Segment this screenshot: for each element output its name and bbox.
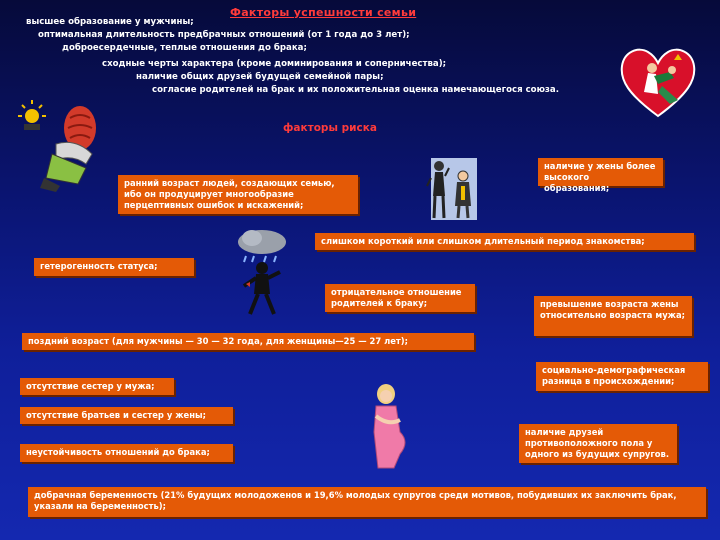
success-factor-3: доброесердечные, теплые отношения до брака; (62, 43, 307, 53)
risk-status: гетерогенность статуса; (34, 258, 194, 276)
risk-wife-education: наличие у жены более высокого образования; (538, 158, 663, 186)
success-factor-5: наличие общих друзей будущей семейной пары; (136, 72, 384, 82)
couple-icon (423, 156, 479, 222)
risk-early-age: ранний возраст людей, создающих семью, ибо он продуцирует многообразие перцептивных ошибок и искажений; (118, 175, 358, 214)
risk-acquaintance: слишком короткий или слишком длительный период знакомства; (315, 233, 694, 250)
success-factor-2: оптимальная длительность предбрачных отношений (от 1 года до 3 лет); (38, 30, 410, 40)
risk-parents: отрицательное отношение родителей к браку; (325, 284, 475, 312)
pregnant-woman-icon (362, 382, 412, 472)
success-factor-6: согласие родителей на брак и их положительная оценка намечающегося союза. (152, 85, 559, 95)
risk-late-age: поздний возраст (для мужчины — 30 — 32 года, для женщины—25 — 27 лет); (22, 333, 474, 350)
risk-no-siblings: отсутствие братьев и сестер у жены; (20, 407, 233, 424)
success-factor-1: высшее образование у мужчины; (26, 17, 194, 27)
risk-friends: наличие друзей противоположного пола у одного из будущих супругов. (519, 424, 677, 463)
heart-couple-icon (618, 42, 698, 120)
risk-unstable: неустойчивость отношений до брака; (20, 444, 233, 462)
risk-socio-demographic: социально-демографическая разница в происхождении; (536, 362, 708, 391)
risk-title: факторы риска (283, 122, 377, 134)
risk-wife-age: превышение возраста жены относительно возраста мужа; (534, 296, 692, 336)
risk-no-sisters: отсутствие сестер у мужа; (20, 378, 174, 395)
risk-pregnancy: добрачная беременность (21% будущих молодоженов и 19,6% молодых супругов среди мотивов, побудивших их заключить брак, указали на беременность); (28, 487, 706, 517)
page-title: Факторы успешности семьи (230, 6, 417, 19)
success-factor-4: сходные черты характера (кроме доминирования и соперничества); (102, 59, 447, 69)
thinking-person-icon (16, 94, 104, 192)
storm-cloud-person-icon (236, 226, 288, 316)
